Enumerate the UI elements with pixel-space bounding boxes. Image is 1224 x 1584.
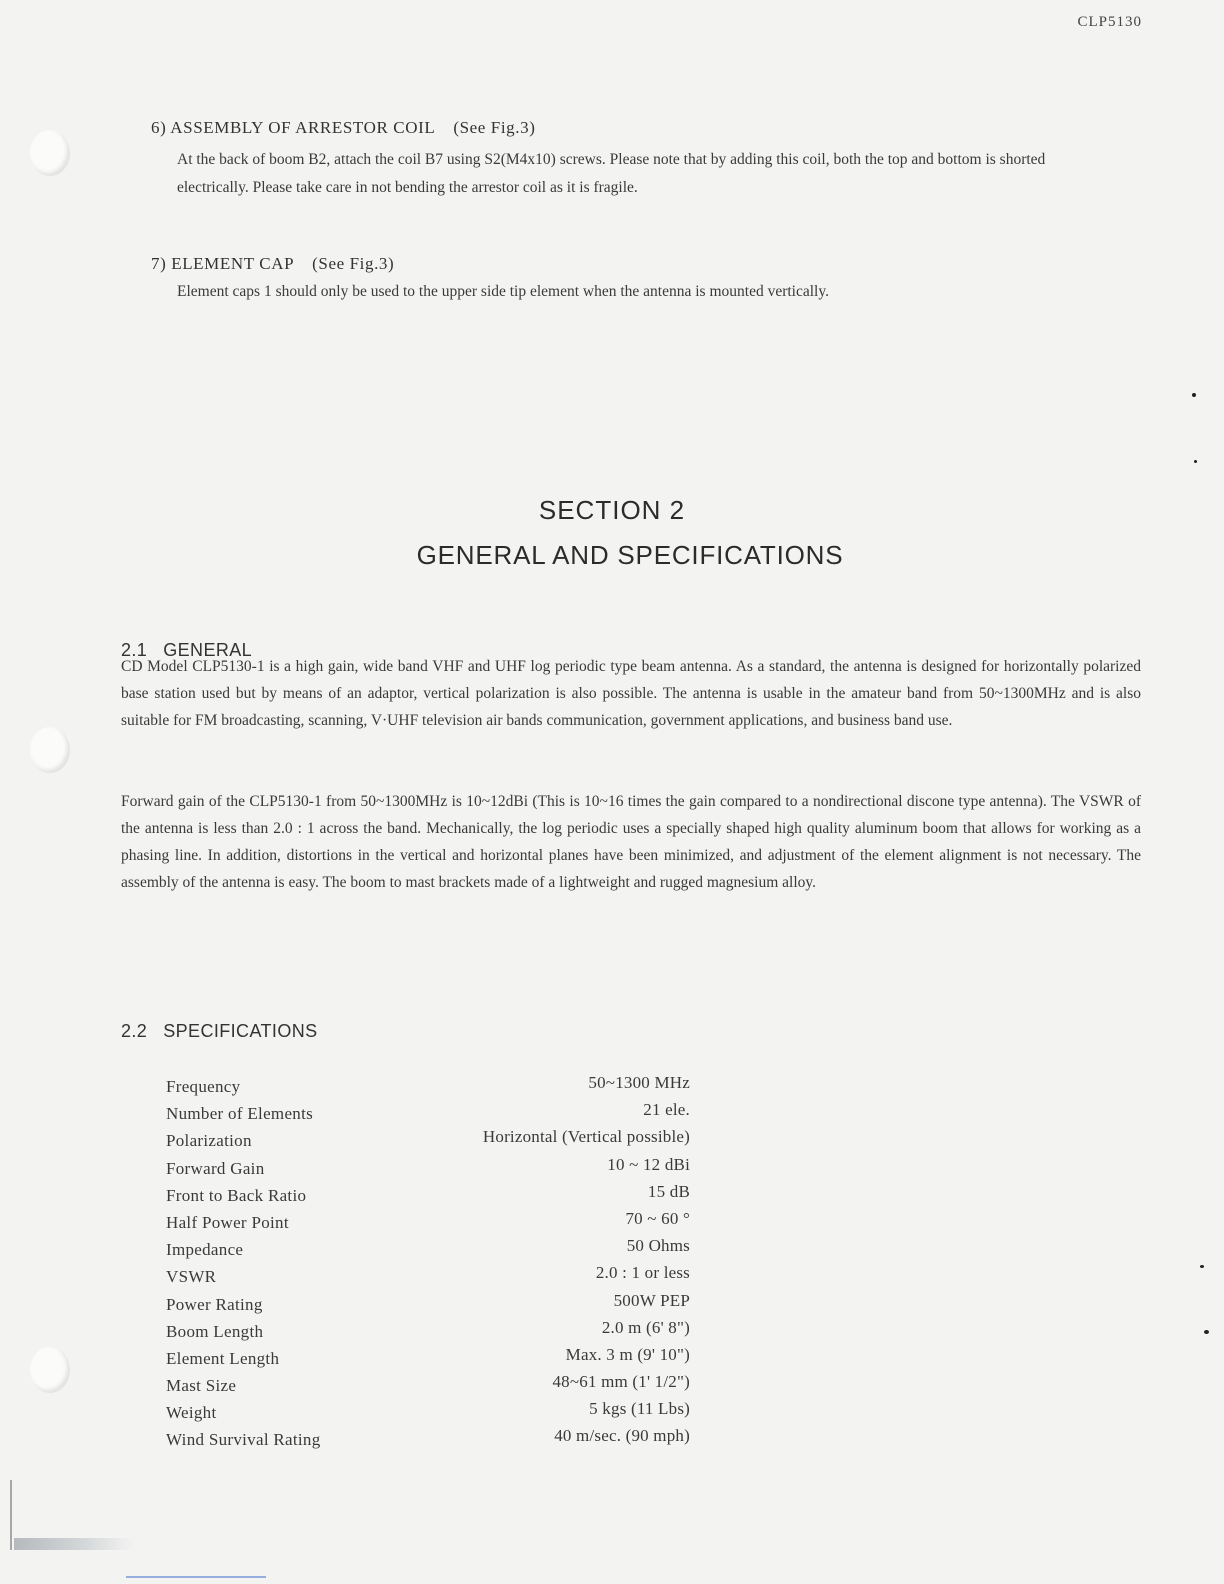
spec-label: Forward Gain: [166, 1158, 265, 1178]
heading-text: GENERAL: [163, 640, 253, 660]
spec-row: [166, 1182, 696, 1209]
spec-label: Weight: [166, 1403, 217, 1423]
document-code: CLP5130: [1077, 14, 1142, 30]
spec-row: [166, 1263, 696, 1290]
spec-value: 50 Ohms: [626, 1236, 690, 1256]
spec-row: [166, 1372, 696, 1399]
spec-value: 15 dB: [647, 1181, 690, 1201]
spec-value: 40 m/sec. (90 mph): [554, 1426, 690, 1446]
spec-row: [166, 1100, 696, 1127]
spec-row: [166, 1426, 696, 1453]
spec-label: Number of Elements: [166, 1104, 314, 1124]
spec-label: Half Power Point: [166, 1212, 289, 1232]
punch-hole: [30, 1347, 70, 1393]
spec-value: 70 ~ 60 °: [625, 1208, 690, 1228]
spec-label: Front to Back Ratio: [166, 1185, 307, 1205]
punch-hole: [30, 130, 70, 176]
spec-value: 21 ele.: [643, 1100, 690, 1120]
figure-reference: (See Fig.3): [453, 118, 536, 137]
spec-row: [166, 1345, 696, 1372]
assembly-item-arrestor-coil: [151, 118, 1081, 202]
scan-speck: [1200, 1265, 1204, 1268]
heading-text: SPECIFICATIONS: [163, 1021, 318, 1041]
scan-speck: [1192, 393, 1196, 397]
spec-label: Wind Survival Rating: [166, 1430, 321, 1450]
spec-label: Impedance: [166, 1240, 244, 1260]
section-title: GENERAL AND SPECIFICATIONS: [416, 540, 844, 570]
spec-label: Frequency: [166, 1077, 241, 1096]
spec-value: 48~61 mm (1' 1/2"): [552, 1372, 690, 1392]
spec-label: Element Length: [166, 1348, 280, 1368]
specifications-table: [166, 1073, 696, 1454]
spec-value: 2.0 m (6' 8"): [601, 1317, 690, 1337]
spec-label: Polarization: [166, 1131, 252, 1151]
heading-number: 2.1: [121, 640, 148, 660]
figure-reference: (See Fig.3): [312, 254, 395, 273]
heading-number: 2.2: [121, 1021, 148, 1041]
assembly-item-heading: 6) ASSEMBLY OF ARRESTOR COIL: [151, 118, 436, 137]
section-number: SECTION 2: [538, 495, 686, 525]
assembly-item-heading: 7) ELEMENT CAP: [151, 254, 295, 273]
scan-edge-line: [10, 1480, 12, 1550]
scan-speck: [1204, 1330, 1209, 1334]
assembly-item-body: At the back of boom B2, attach the coil B7 using S2(M4x10) screws. Please note that by adding this coil, both the top and bottom is shorted electrically. Please take care in not bending the arrestor coil as it is fragile.: [177, 151, 1046, 196]
specifications-heading: [121, 1021, 318, 1042]
spec-value: 2.0 : 1 or less: [595, 1263, 690, 1283]
spec-value: 10 ~ 12 dBi: [607, 1154, 690, 1174]
spec-label: Boom Length: [166, 1321, 264, 1341]
assembly-item-body: Element caps 1 should only be used to the upper side tip element when the antenna is mounted vertically.: [177, 283, 829, 300]
spec-value: 50~1300 MHz: [588, 1073, 690, 1092]
spec-value: Horizontal (Vertical possible): [482, 1127, 690, 1147]
spec-row: [166, 1318, 696, 1345]
spec-row: [166, 1127, 696, 1154]
spec-row: [166, 1073, 696, 1100]
spec-label: Power Rating: [166, 1294, 263, 1314]
spec-label: Mast Size: [166, 1376, 237, 1396]
spec-row: [166, 1399, 696, 1426]
punch-hole: [30, 727, 70, 773]
spec-label: VSWR: [166, 1267, 217, 1287]
spec-row: [166, 1209, 696, 1236]
general-paragraph-1: CD Model CLP5130-1 is a high gain, wide band VHF and UHF log periodic type beam antenna. As a standard, the antenna is designed for horizontally polarized base station used but by means of an adaptor, vertical polarization is also possible. The antenna is usable in the amateur band from 50~1300MHz and is also suitable for FM broadcasting, scanning, V·UHF television air bands communication, government applications, and business band use.: [121, 658, 1141, 729]
spec-value: 500W PEP: [613, 1290, 690, 1310]
scan-artifact-line: [126, 1576, 266, 1578]
scan-speck: [1194, 460, 1197, 463]
assembly-item-element-cap: [151, 254, 1081, 306]
general-paragraph-2: Forward gain of the CLP5130-1 from 50~1300MHz is 10~12dBi (This is 10~16 times the gain compared to a nondirectional discone type antenna). The VSWR of the antenna is less than 2.0 : 1 across the band. Mechanically, the log periodic uses a specially shaped high quality aluminum boom that allows for working as a phasing line. In addition, distortions in the vertical and horizontal planes have been minimized, and adjustment of the element alignment is not necessary. The assembly of the antenna is easy. The boom to mast brackets made of a lightweight and rugged magnesium alloy.: [121, 793, 1141, 891]
scan-artifact: [14, 1538, 134, 1550]
spec-value: Max. 3 m (9' 10"): [565, 1344, 690, 1364]
spec-value: 5 kgs (11 Lbs): [589, 1399, 690, 1419]
spec-row: [166, 1291, 696, 1318]
spec-row: [166, 1236, 696, 1263]
spec-row: [166, 1155, 696, 1182]
